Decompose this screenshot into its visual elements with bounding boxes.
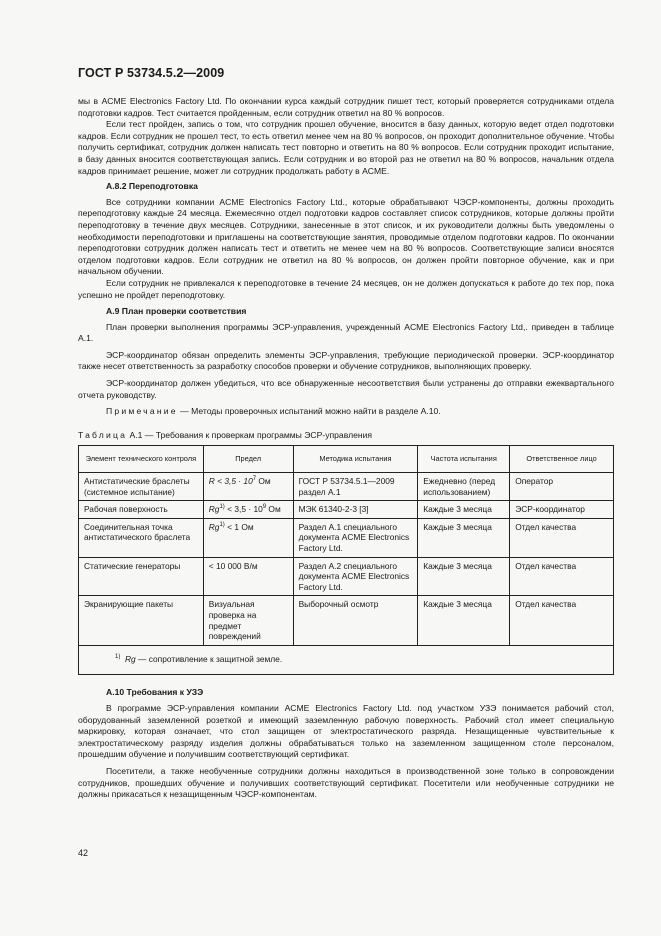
table-row <box>79 518 614 557</box>
note-text: — Методы проверочных испытаний можно найти в разделе А.10. <box>177 406 441 417</box>
table-cell: Отдел качества <box>510 557 614 596</box>
table-header: Методика испытания <box>293 446 418 473</box>
table-cell: $Rg^{1)} < 3,5 \cdot 10^9$ Ом <box>203 501 293 519</box>
table-cell: Экранирующие пакеты <box>79 596 204 645</box>
table-header: Предел <box>203 446 293 473</box>
table-cell: Каждые 3 месяца <box>418 501 510 519</box>
table-label: Таблица <box>78 429 128 440</box>
paragraph: Посетители, а также необученные сотрудники должны находиться в производственной зоне только в сопровождении сотрудников, прошедших обучение и получивших соответствующий сертификат. Посетители или необученные сотрудники не должны прикасаться к незащищенным ЧЭСР-компонентам. <box>78 765 614 800</box>
table-cell: Выборочный осмотр <box>293 596 418 645</box>
document-body <box>78 96 614 801</box>
table-cell: Каждые 3 месяца <box>418 518 510 557</box>
table-cell: Визуальная проверка на предмет повреждений <box>203 596 293 645</box>
table-row <box>79 596 614 645</box>
paragraph: Все сотрудники компании ACME Electronics Factory Ltd., которые обрабатывают ЧЭСР-компоненты, должны проходить переподготовку каждые 24 месяца. Ежемесячно отдел подготовки кадров составляет список сотрудников, которые должны пройти переподготовку в течение двух месяцев. Сотрудники, занесенные в этот список, и их руководители должны быть уведомлены о необходимости переподготовки и приглашены на соответствующие занятия, проводимые отделом подготовки кадров. По окончании переподготовки сотрудник должен написать тест и ответить не менее чем на 80 % вопросов. Соответствующие записи вносятся отделом подготовки кадров. Если сотрудник не ответил на 80 % вопросов, он должен пройти повторное обучение, как и при начальном обучении. <box>78 196 614 277</box>
table-row <box>79 473 614 501</box>
table-caption <box>78 430 614 442</box>
table-cell: Соединительная точка антистатического браслета <box>79 518 204 557</box>
table-cell: $Rg^{1)} < 1$ Ом <box>203 518 293 557</box>
table-header: Ответственное лицо <box>510 446 614 473</box>
table-cell: Отдел качества <box>510 596 614 645</box>
paragraph: В программе ЭСР-управления компании ACME Electronics Factory Ltd. под участком УЗЭ понимается рабочий стол, оборудованный заземленной розеткой и имеющий заземленную рабочую поверхность. Рабочий стол имеет специальную маркировку, которая означает, что стол защищен от электростатического разряда. Незащищенные чувствительные к электростатическому разряду изделия должны обрабатываться только на заземленном защищенном столе персоналом, прошедшим обучение и получившим соответствующий сертификат. <box>78 702 614 760</box>
section-heading-a82: А.8.2 Переподготовка <box>106 181 198 192</box>
table-cell: Каждые 3 месяца <box>418 596 510 645</box>
table-row <box>79 557 614 596</box>
page-number: 42 <box>78 848 89 858</box>
table-cell: Каждые 3 месяца <box>418 557 510 596</box>
paragraph: ЭСР-координатор должен убедиться, что все обнаруженные несоответствия были устранены до отправки ежеквартального отчета руководству. <box>78 378 614 400</box>
table-cell: Рабочая поверхность <box>79 501 204 519</box>
section-heading-a10: А.10 Требования к УЗЭ <box>106 687 204 698</box>
table-footnote: $^{1)}$ Rg — сопротивление к защитной земле. <box>79 645 614 675</box>
table-cell: ГОСТ Р 53734.5.1—2009 раздел А.1 <box>293 473 418 501</box>
table-cell: Антистатические браслеты (системное испытание) <box>79 473 204 501</box>
table-cell: Оператор <box>510 473 614 501</box>
table-header: Частота испытания <box>418 446 510 473</box>
note <box>78 406 614 418</box>
section-heading-a9: А.9 План проверки соответствия <box>106 306 247 317</box>
table-cell: Раздел А.2 специального документа ACME Electronics Factory Ltd. <box>293 557 418 596</box>
table-cell: МЭК 61340-2-3 [3] <box>293 501 418 519</box>
table-header: Элемент технического контроля <box>79 446 204 473</box>
table-cell: Отдел качества <box>510 518 614 557</box>
requirements-table <box>78 445 614 675</box>
table-footnote-row <box>79 645 614 675</box>
table-cell: $R < 3,5 \cdot 10^7$ Ом <box>203 473 293 501</box>
note-label: Примечание <box>106 406 178 417</box>
table-row <box>79 501 614 519</box>
paragraph: Если тест пройден, запись о том, что сотрудник прошел обучение, вносится в базу данных, которую ведет отдел подготовки кадров. Если сотрудник не прошел тест, то есть ответил менее чем на 80 % вопросов, он проходит дополнительное обучение. Чтобы получить сертификат, сотрудник должен написать тест повторно и ответить на 80 % вопросов. Если сотрудник проходит испытание, в базу данных вносится соответствующая запись. Если сотрудник и во второй раз не ответил на 80 % вопросов, начальник отдела кадров принимает решение, может ли сотрудник продолжать работу в ACME. <box>78 119 614 176</box>
document-header: ГОСТ Р 53734.5.2—2009 <box>78 66 225 80</box>
table-cell: Ежедневно (перед использованием) <box>418 473 510 501</box>
table-title: А.1 — Требования к проверкам программы ЭСР-управления <box>127 429 373 440</box>
table-cell: Статические генераторы <box>79 557 204 596</box>
paragraph: Если сотрудник не привлекался к переподготовке в течение 24 месяцев, он не должен допускаться к работе до тех пор, пока успешно не пройдет переподготовку. <box>78 277 614 300</box>
paragraph: ЭСР-координатор обязан определить элементы ЭСР-управления, требующие периодической проверки. ЭСР-координатор также несет ответственность за разработку способов проверки и обучение сотрудников, выполняющих проверку. <box>78 349 614 372</box>
table-header-row <box>79 446 614 473</box>
paragraph: План проверки выполнения программы ЭСР-управления, учрежденный ACME Electronics Factory Ltd,. приведен в таблице А.1. <box>78 321 614 344</box>
table-cell: Раздел А.1 специального документа ACME Electronics Factory Ltd. <box>293 518 418 557</box>
table-cell: < 10 000 В/м <box>203 557 293 596</box>
table-cell: ЭСР-координатор <box>510 501 614 519</box>
paragraph: мы в ACME Electronics Factory Ltd. По окончании курса каждый сотрудник пишет тест, который проверяется сотрудниками отдела подготовки кадров. Тест считается пройденным, если сотрудник ответил на 80 % вопросов. <box>78 96 614 118</box>
